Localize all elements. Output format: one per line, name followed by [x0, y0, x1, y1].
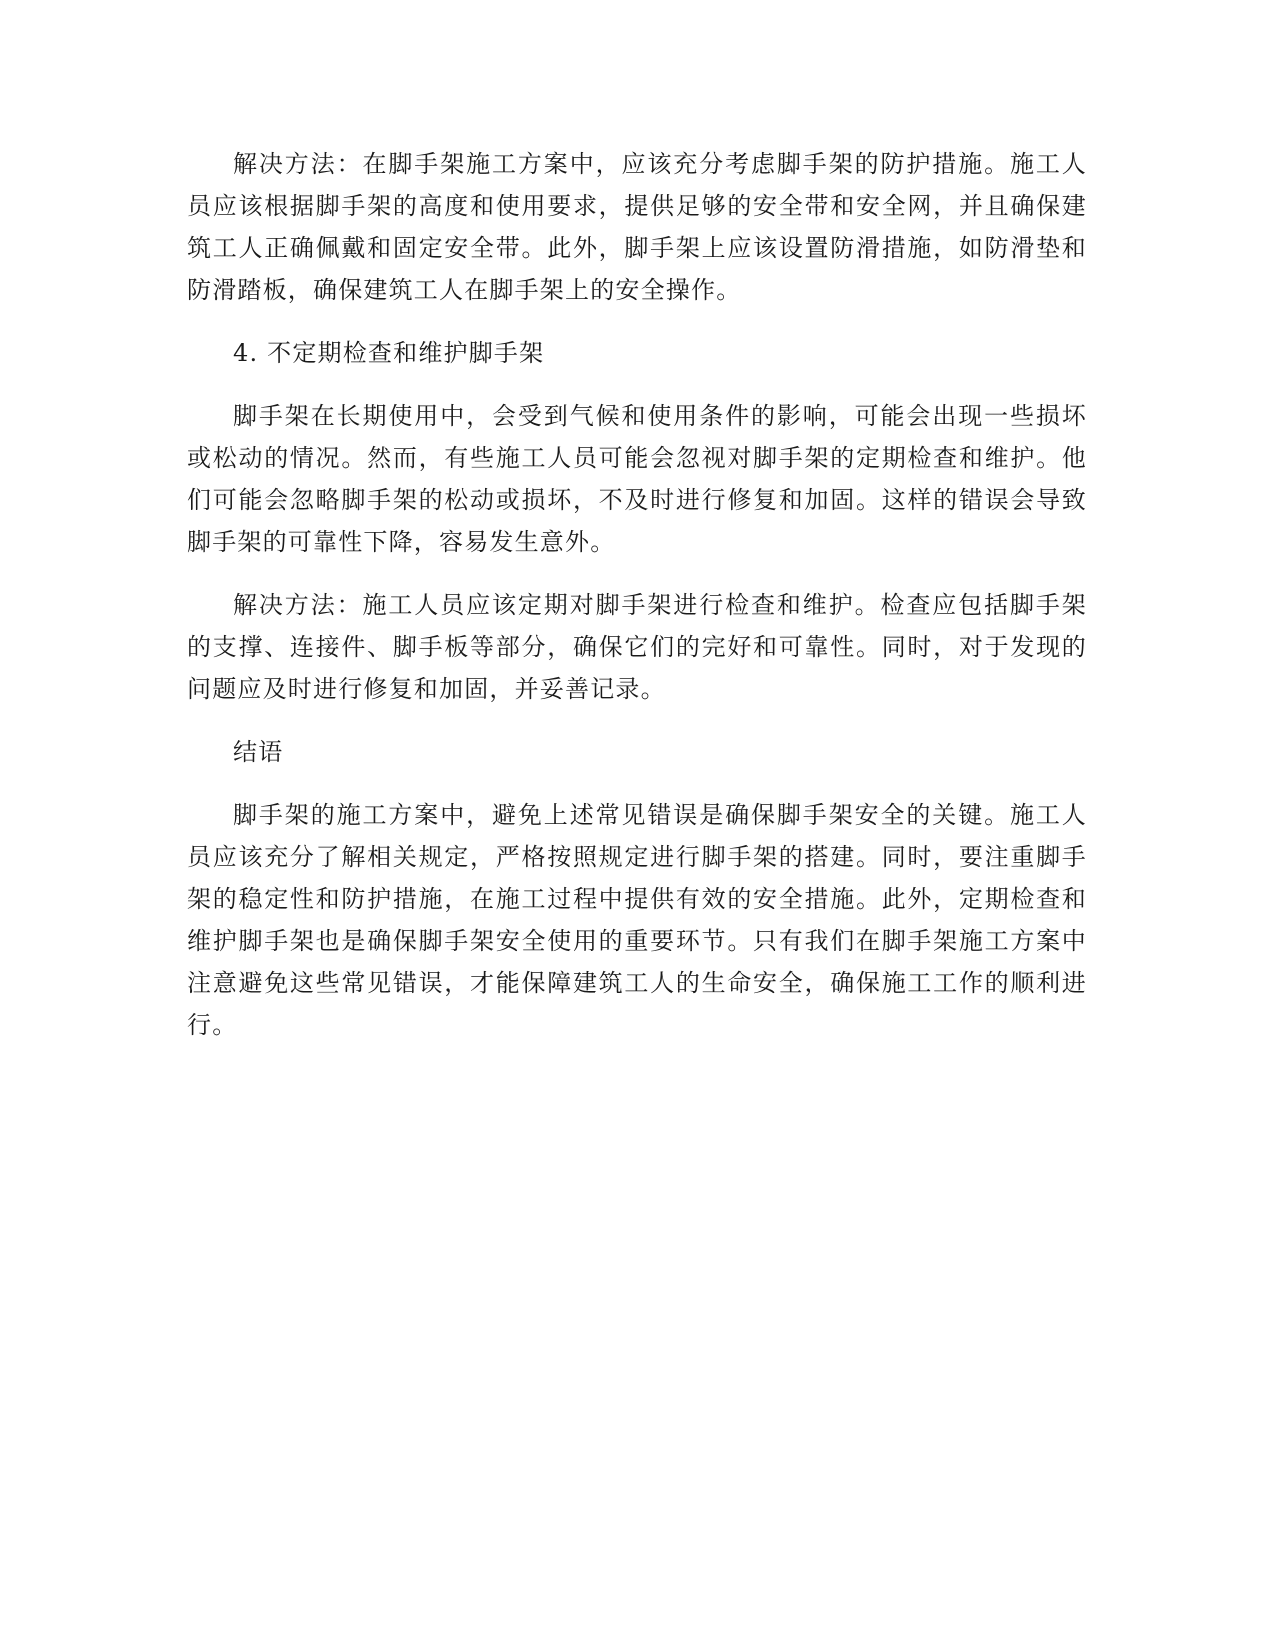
paragraph-conclusion: 脚手架的施工方案中，避免上述常见错误是确保脚手架安全的关键。施工人员应该充分了解相关规定，严格按照规定进行脚手架的搭建。同时，要注重脚手架的稳定性和防护措施，在施工过程中提供有效的安全措施。此外，定期检查和维护脚手架也是确保脚手架安全使用的重要环节。只有我们在脚手架施工方案中注意避免这些常见错误，才能保障建筑工人的生命安全，确保施工工作的顺利进行。 — [187, 801, 1087, 1039]
paragraph-inspection-solution: 解决方法：施工人员应该定期对脚手架进行检查和维护。检查应包括脚手架的支撑、连接件、脚手板等部分，确保它们的完好和可靠性。同时，对于发现的问题应及时进行修复和加固，并妥善记录。 — [187, 591, 1087, 703]
paragraph-inspection-problem: 脚手架在长期使用中，会受到气候和使用条件的影响，可能会出现一些损坏或松动的情况。然而，有些施工人员可能会忽视对脚手架的定期检查和维护。他们可能会忽略脚手架的松动或损坏，不及时进行修复和加固。这样的错误会导致脚手架的可靠性下降，容易发生意外。 — [187, 402, 1087, 556]
section-heading-conclusion: 结语 — [233, 738, 284, 766]
paragraph-protection-solution: 解决方法：在脚手架施工方案中，应该充分考虑脚手架的防护措施。施工人员应该根据脚手架的高度和使用要求，提供足够的安全带和安全网，并且确保建筑工人正确佩戴和固定安全带。此外，脚手架上应该设置防滑措施，如防滑垫和防滑踏板，确保建筑工人在脚手架上的安全操作。 — [187, 150, 1087, 304]
document-body — [187, 143, 1087, 1067]
section-heading-inspection: 4. 不定期检查和维护脚手架 — [233, 339, 545, 367]
